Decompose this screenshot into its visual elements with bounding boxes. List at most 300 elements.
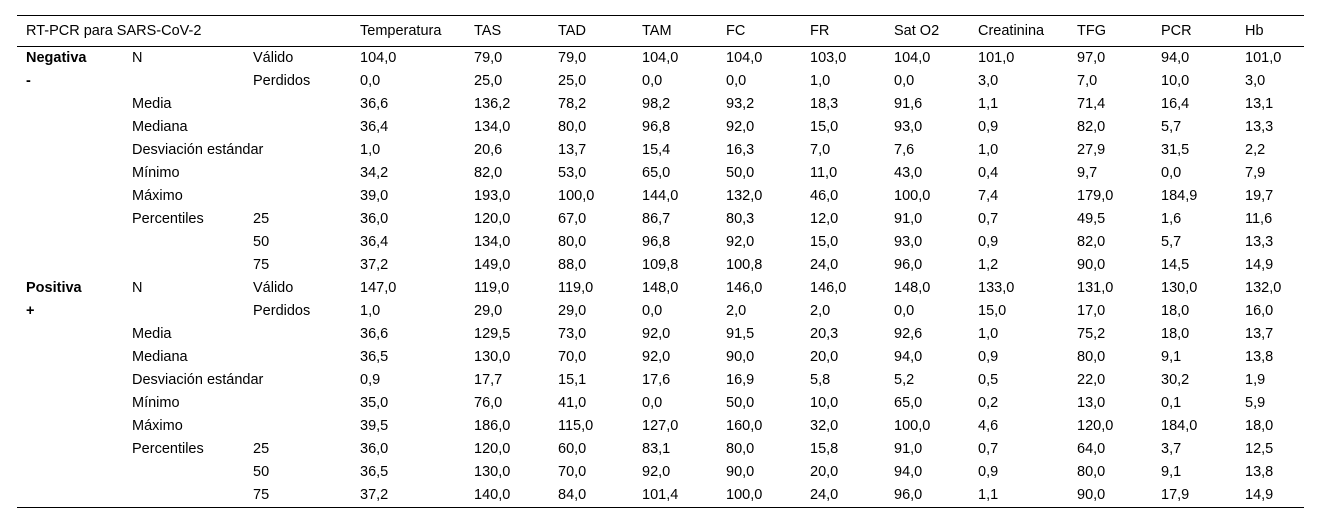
value-cell-fr: 2,0 <box>810 303 831 319</box>
value-cell-tfg: 17,0 <box>1077 303 1106 319</box>
sub-label-50: 50 <box>253 234 270 250</box>
value-cell-pcr: 9,1 <box>1161 464 1182 480</box>
group-label-positiva <box>17 277 123 323</box>
value-cell-hb: 132,0 <box>1245 280 1282 296</box>
value-cell-temperatura: 36,4 <box>360 119 389 135</box>
value-cell-tam: 104,0 <box>642 50 679 66</box>
value-cell-creatinina: 133,0 <box>978 280 1015 296</box>
value-cell-sat-o2: 100,0 <box>894 188 931 204</box>
value-cell-tam: 148,0 <box>642 280 679 296</box>
value-cell-tfg: 64,0 <box>1077 441 1106 457</box>
stat-label-media: Media <box>132 96 172 112</box>
value-cell-tfg: 80,0 <box>1077 464 1106 480</box>
value-cell-temperatura: 36,4 <box>360 234 389 250</box>
value-cell-sat-o2: 7,6 <box>894 142 915 158</box>
value-cell-sat-o2: 91,6 <box>894 96 923 112</box>
stat-label-n: N <box>132 280 143 296</box>
table-row <box>17 323 1304 346</box>
value-cell-tam: 65,0 <box>642 165 671 181</box>
value-cell-pcr: 94,0 <box>1161 50 1190 66</box>
value-cell-sat-o2: 43,0 <box>894 165 923 181</box>
value-cell-creatinina: 1,1 <box>969 484 1068 508</box>
value-cell-temperatura: 147,0 <box>360 280 397 296</box>
value-cell-tas: 82,0 <box>474 165 503 181</box>
value-cell-tfg: 179,0 <box>1077 188 1114 204</box>
value-cell-fc: 92,0 <box>726 119 755 135</box>
value-cell-fr: 24,0 <box>810 257 839 273</box>
value-cell-temperatura: 104,0 <box>360 50 397 66</box>
column-header-fr: FR <box>801 16 885 47</box>
value-cell-tas: 149,0 <box>474 257 511 273</box>
group-label-empty <box>17 484 123 508</box>
value-cell-creatinina: 15,0 <box>978 303 1007 319</box>
value-cell-creatinina: 1,1 <box>978 96 999 112</box>
value-cell-tam: 109,8 <box>642 257 679 273</box>
value-cell-hb: 1,9 <box>1245 372 1266 388</box>
value-cell-hb: 14,9 <box>1245 257 1274 273</box>
table-row <box>17 139 1304 162</box>
value-cell-tas: 17,7 <box>474 372 503 388</box>
value-cell-sat-o2: 96,0 <box>885 484 969 508</box>
value-cell-temperatura: 35,0 <box>360 395 389 411</box>
value-cell-pcr: 31,5 <box>1161 142 1190 158</box>
value-cell-temperatura: 0,9 <box>360 372 381 388</box>
stat-label-media: Media <box>132 326 172 342</box>
value-cell-fr: 146,0 <box>810 280 847 296</box>
value-cell-fc: 132,0 <box>726 188 763 204</box>
value-cell-creatinina: 0,4 <box>978 165 999 181</box>
value-cell-creatinina: 101,0 <box>978 50 1015 66</box>
group-label-empty <box>17 392 123 415</box>
value-cell-fc: 2,0 <box>726 303 747 319</box>
value-cell-tas: 186,0 <box>474 418 511 434</box>
table-row <box>17 254 1304 277</box>
stat-label-empty <box>123 70 244 93</box>
value-cell-creatinina: 1,2 <box>978 257 999 273</box>
stat-label-minimo: Mínimo <box>132 165 180 181</box>
value-cell-fc: 16,9 <box>726 372 755 388</box>
value-cell-fr: 10,0 <box>810 395 839 411</box>
value-cell-tam: 92,0 <box>642 464 671 480</box>
value-cell-pcr: 17,9 <box>1152 484 1236 508</box>
sub-label-perdidos: Perdidos <box>253 73 311 89</box>
table-body <box>17 47 1304 508</box>
value-cell-tam: 144,0 <box>642 188 679 204</box>
value-cell-fr: 15,0 <box>810 234 839 250</box>
value-cell-fr: 15,8 <box>810 441 839 457</box>
value-cell-hb: 13,8 <box>1245 349 1274 365</box>
value-cell-tad: 70,0 <box>558 349 587 365</box>
value-cell-sat-o2: 65,0 <box>894 395 923 411</box>
value-cell-hb: 13,1 <box>1245 96 1274 112</box>
group-label-empty <box>17 208 123 231</box>
stat-label-n: N <box>132 50 143 66</box>
value-cell-pcr: 3,7 <box>1161 441 1182 457</box>
group-label-empty <box>17 461 123 484</box>
value-cell-tas: 76,0 <box>474 395 503 411</box>
value-cell-tam: 83,1 <box>642 441 671 457</box>
value-cell-fc: 100,8 <box>726 257 763 273</box>
value-cell-sat-o2: 100,0 <box>894 418 931 434</box>
value-cell-tfg: 49,5 <box>1077 211 1106 227</box>
value-cell-pcr: 16,4 <box>1161 96 1190 112</box>
column-header-temperatura: Temperatura <box>351 16 465 47</box>
value-cell-creatinina: 1,0 <box>978 326 999 342</box>
value-cell-tfg: 7,0 <box>1077 73 1098 89</box>
value-cell-tam: 0,0 <box>642 303 663 319</box>
table-title: RT-PCR para SARS-CoV-2 <box>17 16 351 47</box>
value-cell-fc: 100,0 <box>717 484 801 508</box>
value-cell-sat-o2: 93,0 <box>894 119 923 135</box>
value-cell-sat-o2: 94,0 <box>894 349 923 365</box>
value-cell-tam: 96,8 <box>642 119 671 135</box>
group-label-empty <box>17 185 123 208</box>
value-cell-sat-o2: 94,0 <box>894 464 923 480</box>
value-cell-tad: 80,0 <box>558 119 587 135</box>
value-cell-hb: 12,5 <box>1245 441 1274 457</box>
value-cell-temperatura: 36,0 <box>360 441 389 457</box>
value-cell-tfg: 120,0 <box>1077 418 1114 434</box>
value-cell-fc: 92,0 <box>726 234 755 250</box>
value-cell-tas: 120,0 <box>474 211 511 227</box>
value-cell-tas: 134,0 <box>474 234 511 250</box>
value-cell-tad: 25,0 <box>558 73 587 89</box>
group-label-negativa <box>17 47 123 94</box>
stat-label-empty <box>123 461 244 484</box>
value-cell-tas: 136,2 <box>474 96 511 112</box>
value-cell-hb: 13,3 <box>1245 234 1274 250</box>
value-cell-pcr: 184,9 <box>1161 188 1198 204</box>
stat-label-empty <box>123 300 244 323</box>
group-label-text: Positiva <box>26 280 82 296</box>
value-cell-pcr: 14,5 <box>1161 257 1190 273</box>
header-row <box>17 16 1304 47</box>
group-label-empty <box>17 162 123 185</box>
stat-label-minimo: Mínimo <box>132 395 180 411</box>
value-cell-sat-o2: 104,0 <box>894 50 931 66</box>
value-cell-tas: 129,5 <box>474 326 511 342</box>
sub-label-75: 75 <box>253 257 270 273</box>
sub-label-valido: Válido <box>253 280 294 296</box>
value-cell-fc: 93,2 <box>726 96 755 112</box>
value-cell-fc: 50,0 <box>726 395 755 411</box>
value-cell-tfg: 22,0 <box>1077 372 1106 388</box>
group-label-sign: + <box>26 303 35 319</box>
value-cell-tam: 17,6 <box>642 372 671 388</box>
value-cell-creatinina: 3,0 <box>978 73 999 89</box>
value-cell-sat-o2: 5,2 <box>894 372 915 388</box>
column-header-creatinina: Creatinina <box>969 16 1068 47</box>
value-cell-tad: 60,0 <box>558 441 587 457</box>
group-label-empty <box>17 415 123 438</box>
value-cell-tfg: 13,0 <box>1077 395 1106 411</box>
value-cell-temperatura: 0,0 <box>360 73 381 89</box>
value-cell-temperatura: 36,5 <box>360 349 389 365</box>
table-row <box>17 346 1304 369</box>
value-cell-temperatura: 37,2 <box>351 484 465 508</box>
table-row <box>17 70 1304 93</box>
value-cell-tas: 130,0 <box>474 349 511 365</box>
value-cell-tam: 92,0 <box>642 349 671 365</box>
value-cell-tas: 29,0 <box>474 303 503 319</box>
value-cell-tad: 88,0 <box>558 257 587 273</box>
table-row <box>17 461 1304 484</box>
value-cell-creatinina: 0,7 <box>978 441 999 457</box>
value-cell-tam: 86,7 <box>642 211 671 227</box>
table-row <box>17 277 1304 300</box>
column-header-fc: FC <box>717 16 801 47</box>
value-cell-fr: 18,3 <box>810 96 839 112</box>
value-cell-tfg: 90,0 <box>1077 257 1106 273</box>
value-cell-sat-o2: 92,6 <box>894 326 923 342</box>
value-cell-tam: 92,0 <box>642 326 671 342</box>
value-cell-fc: 160,0 <box>726 418 763 434</box>
stat-label-percentiles: Percentiles <box>132 441 204 457</box>
group-label-empty <box>17 93 123 116</box>
value-cell-sat-o2: 0,0 <box>894 303 915 319</box>
value-cell-temperatura: 37,2 <box>360 257 389 273</box>
value-cell-creatinina: 0,2 <box>978 395 999 411</box>
column-header-hb: Hb <box>1236 16 1304 47</box>
group-label-empty <box>17 231 123 254</box>
value-cell-hb: 2,2 <box>1245 142 1266 158</box>
value-cell-fc: 146,0 <box>726 280 763 296</box>
value-cell-fr: 5,8 <box>810 372 831 388</box>
value-cell-tad: 73,0 <box>558 326 587 342</box>
group-label-empty <box>17 254 123 277</box>
column-header-pcr: PCR <box>1152 16 1236 47</box>
value-cell-fr: 20,0 <box>810 349 839 365</box>
value-cell-fc: 104,0 <box>726 50 763 66</box>
statistics-table <box>17 15 1304 508</box>
value-cell-tam: 101,4 <box>633 484 717 508</box>
stat-label-mediana: Mediana <box>132 119 188 135</box>
value-cell-pcr: 5,7 <box>1161 234 1182 250</box>
column-header-tas: TAS <box>465 16 549 47</box>
sub-label-25: 25 <box>253 211 270 227</box>
group-label-sign: - <box>26 73 31 89</box>
value-cell-fc: 16,3 <box>726 142 755 158</box>
table-row <box>17 369 1304 392</box>
value-cell-tad: 53,0 <box>558 165 587 181</box>
value-cell-sat-o2: 96,0 <box>894 257 923 273</box>
group-label-text: Negativa <box>26 50 87 66</box>
value-cell-tas: 140,0 <box>465 484 549 508</box>
value-cell-creatinina: 0,9 <box>978 464 999 480</box>
value-cell-hb: 13,7 <box>1245 326 1274 342</box>
value-cell-hb: 3,0 <box>1245 73 1266 89</box>
value-cell-hb: 7,9 <box>1245 165 1266 181</box>
stat-label-empty <box>123 231 244 254</box>
stat-label-empty <box>123 254 244 277</box>
table-row <box>17 208 1304 231</box>
value-cell-tfg: 97,0 <box>1077 50 1106 66</box>
value-cell-tfg: 82,0 <box>1077 234 1106 250</box>
stat-label-desviacion-estandar: Desviación estándar <box>132 142 264 158</box>
value-cell-tam: 98,2 <box>642 96 671 112</box>
table-row <box>17 47 1304 71</box>
stat-label-maximo: Máximo <box>132 418 183 434</box>
column-header-tfg: TFG <box>1068 16 1152 47</box>
value-cell-temperatura: 39,0 <box>360 188 389 204</box>
value-cell-tfg: 82,0 <box>1077 119 1106 135</box>
value-cell-fc: 80,3 <box>726 211 755 227</box>
value-cell-fr: 12,0 <box>810 211 839 227</box>
value-cell-pcr: 0,1 <box>1161 395 1182 411</box>
value-cell-creatinina: 0,7 <box>978 211 999 227</box>
group-label-empty <box>17 346 123 369</box>
column-header-sat-o2: Sat O2 <box>885 16 969 47</box>
value-cell-fr: 20,0 <box>810 464 839 480</box>
sub-label-25: 25 <box>253 441 270 457</box>
table-row <box>17 438 1304 461</box>
value-cell-fr: 20,3 <box>810 326 839 342</box>
value-cell-fr: 15,0 <box>810 119 839 135</box>
value-cell-creatinina: 4,6 <box>978 418 999 434</box>
table-row <box>17 484 1304 508</box>
value-cell-tfg: 27,9 <box>1077 142 1106 158</box>
value-cell-pcr: 1,6 <box>1161 211 1182 227</box>
table-row <box>17 231 1304 254</box>
statistics-table-container <box>17 15 1304 508</box>
value-cell-fr: 103,0 <box>810 50 847 66</box>
value-cell-creatinina: 1,0 <box>978 142 999 158</box>
value-cell-fc: 50,0 <box>726 165 755 181</box>
value-cell-temperatura: 1,0 <box>360 303 381 319</box>
stat-label-desviacion-estandar: Desviación estándar <box>132 372 264 388</box>
value-cell-sat-o2: 91,0 <box>894 441 923 457</box>
column-header-tam: TAM <box>633 16 717 47</box>
table-row <box>17 116 1304 139</box>
value-cell-pcr: 9,1 <box>1161 349 1182 365</box>
value-cell-sat-o2: 148,0 <box>894 280 931 296</box>
value-cell-tas: 130,0 <box>474 464 511 480</box>
value-cell-tam: 15,4 <box>642 142 671 158</box>
stat-label-maximo: Máximo <box>132 188 183 204</box>
group-label-empty <box>17 369 123 392</box>
sub-label-75: 75 <box>244 484 351 508</box>
value-cell-tfg: 131,0 <box>1077 280 1114 296</box>
sub-label-50: 50 <box>253 464 270 480</box>
table-row <box>17 185 1304 208</box>
value-cell-pcr: 130,0 <box>1161 280 1198 296</box>
value-cell-pcr: 0,0 <box>1161 165 1182 181</box>
value-cell-sat-o2: 93,0 <box>894 234 923 250</box>
table-row <box>17 162 1304 185</box>
value-cell-sat-o2: 91,0 <box>894 211 923 227</box>
value-cell-hb: 5,9 <box>1245 395 1266 411</box>
value-cell-fc: 0,0 <box>726 73 747 89</box>
value-cell-creatinina: 0,9 <box>978 119 999 135</box>
value-cell-tad: 29,0 <box>558 303 587 319</box>
value-cell-creatinina: 0,9 <box>978 234 999 250</box>
value-cell-temperatura: 36,6 <box>360 326 389 342</box>
value-cell-pcr: 30,2 <box>1161 372 1190 388</box>
value-cell-tad: 84,0 <box>549 484 633 508</box>
value-cell-tas: 79,0 <box>474 50 503 66</box>
value-cell-tad: 67,0 <box>558 211 587 227</box>
value-cell-temperatura: 34,2 <box>360 165 389 181</box>
value-cell-tfg: 9,7 <box>1077 165 1098 181</box>
value-cell-hb: 16,0 <box>1245 303 1274 319</box>
table-row <box>17 300 1304 323</box>
table-row <box>17 93 1304 116</box>
value-cell-tas: 119,0 <box>474 280 510 296</box>
value-cell-creatinina: 0,5 <box>978 372 999 388</box>
value-cell-creatinina: 0,9 <box>978 349 999 365</box>
value-cell-tad: 13,7 <box>558 142 587 158</box>
value-cell-tam: 96,8 <box>642 234 671 250</box>
value-cell-fc: 91,5 <box>726 326 755 342</box>
value-cell-tfg: 90,0 <box>1068 484 1152 508</box>
group-label-empty <box>17 116 123 139</box>
value-cell-pcr: 18,0 <box>1161 326 1190 342</box>
value-cell-tad: 115,0 <box>558 418 594 434</box>
value-cell-fc: 80,0 <box>726 441 755 457</box>
value-cell-tam: 127,0 <box>642 418 679 434</box>
value-cell-tad: 79,0 <box>558 50 587 66</box>
value-cell-fr: 7,0 <box>810 142 831 158</box>
table-row <box>17 415 1304 438</box>
value-cell-tad: 80,0 <box>558 234 587 250</box>
value-cell-sat-o2: 0,0 <box>894 73 915 89</box>
table-row <box>17 392 1304 415</box>
value-cell-fr: 46,0 <box>810 188 839 204</box>
value-cell-hb: 11,6 <box>1245 211 1273 227</box>
value-cell-hb: 19,7 <box>1245 188 1274 204</box>
value-cell-tas: 20,6 <box>474 142 503 158</box>
value-cell-fr: 32,0 <box>810 418 839 434</box>
value-cell-fc: 90,0 <box>726 464 755 480</box>
value-cell-fc: 90,0 <box>726 349 755 365</box>
value-cell-hb: 18,0 <box>1245 418 1274 434</box>
value-cell-hb: 14,9 <box>1236 484 1304 508</box>
value-cell-tfg: 80,0 <box>1077 349 1106 365</box>
stat-label-percentiles: Percentiles <box>132 211 204 227</box>
value-cell-tam: 0,0 <box>642 73 663 89</box>
value-cell-tas: 120,0 <box>474 441 511 457</box>
value-cell-temperatura: 36,6 <box>360 96 389 112</box>
value-cell-temperatura: 1,0 <box>360 142 381 158</box>
value-cell-fr: 1,0 <box>810 73 831 89</box>
value-cell-tad: 100,0 <box>558 188 595 204</box>
group-label-empty <box>17 323 123 346</box>
column-header-tad: TAD <box>549 16 633 47</box>
value-cell-temperatura: 36,0 <box>360 211 389 227</box>
value-cell-hb: 101,0 <box>1245 50 1282 66</box>
value-cell-tad: 41,0 <box>558 395 587 411</box>
value-cell-temperatura: 36,5 <box>360 464 389 480</box>
value-cell-pcr: 5,7 <box>1161 119 1182 135</box>
value-cell-tad: 70,0 <box>558 464 587 480</box>
value-cell-tas: 25,0 <box>474 73 503 89</box>
sub-label-perdidos: Perdidos <box>253 303 311 319</box>
sub-label-valido: Válido <box>253 50 294 66</box>
stat-label-empty <box>123 484 244 508</box>
group-label-empty <box>17 139 123 162</box>
value-cell-pcr: 184,0 <box>1161 418 1198 434</box>
value-cell-temperatura: 39,5 <box>360 418 389 434</box>
value-cell-creatinina: 7,4 <box>978 188 999 204</box>
group-label-empty <box>17 438 123 461</box>
value-cell-hb: 13,8 <box>1245 464 1274 480</box>
value-cell-tas: 193,0 <box>474 188 511 204</box>
value-cell-pcr: 18,0 <box>1161 303 1190 319</box>
value-cell-tfg: 75,2 <box>1077 326 1106 342</box>
value-cell-tad: 15,1 <box>558 372 587 388</box>
value-cell-fr: 11,0 <box>810 165 838 181</box>
value-cell-hb: 13,3 <box>1245 119 1274 135</box>
